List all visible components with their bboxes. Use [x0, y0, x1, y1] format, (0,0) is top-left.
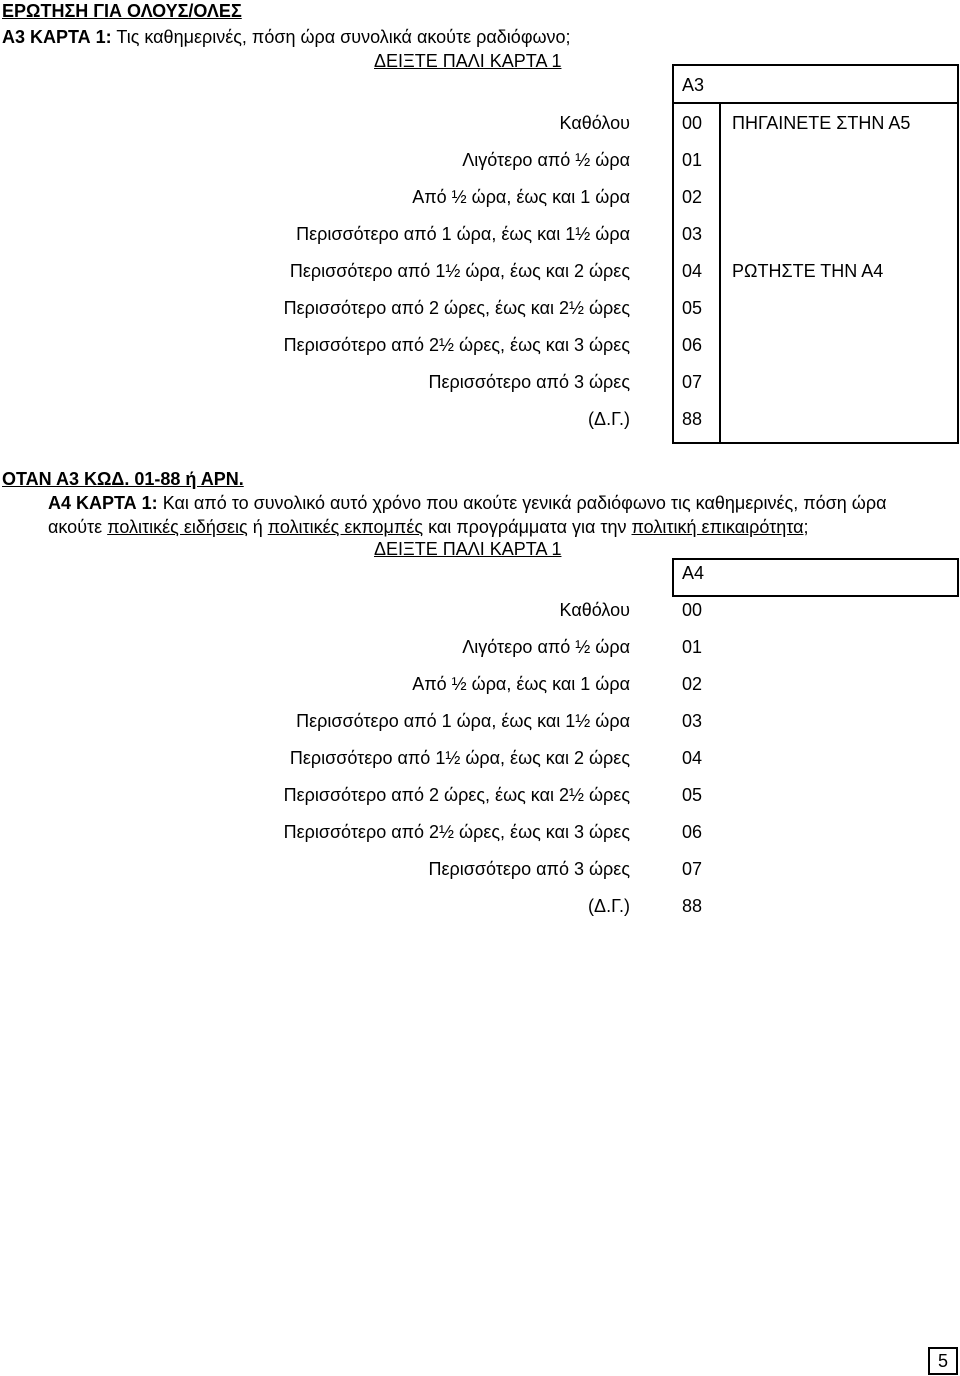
a3-option-code[interactable]: 02 — [682, 187, 703, 207]
section-title: ΕΡΩΤΗΣΗ ΓΙΑ ΟΛΟΥΣ/ΟΛΕΣ — [2, 1, 242, 21]
answer-box-a3-label: Α3 — [682, 75, 705, 95]
a3-option-code[interactable]: 88 — [682, 409, 703, 429]
a4-option-code[interactable]: 03 — [682, 711, 703, 731]
a3-option-code[interactable]: 05 — [682, 298, 703, 318]
question-a3 — [2, 26, 571, 48]
a4-option-code[interactable]: 00 — [682, 600, 703, 620]
answer-box-a4 — [672, 558, 959, 597]
a3-route-instruction: ΠΗΓΑΙΝΕΤΕ ΣΤΗΝ Α5 — [732, 113, 911, 133]
a3-option-label: Καθόλου — [559, 113, 630, 133]
a3-option-label: Περισσότερο από 2½ ώρες, έως και 3 ώρες — [283, 335, 630, 355]
answer-box-a4-label: Α4 — [682, 563, 705, 583]
a3-option-label: Περισσότερο από 1 ώρα, έως και 1½ ώρα — [296, 224, 630, 244]
question-a4-lead: Α4 ΚΑΡΤΑ 1: — [48, 493, 158, 513]
question-a4-text-part: ; — [803, 517, 809, 537]
a3-option-code[interactable]: 07 — [682, 372, 703, 392]
question-a3-lead: Α3 ΚΑΡΤΑ 1: — [2, 27, 112, 47]
a4-option-label: Περισσότερο από 1 ώρα, έως και 1½ ώρα — [296, 711, 630, 731]
answer-box-a3-divider — [719, 104, 721, 444]
question-a4-text: Και από το συνολικό αυτό χρόνο που ακούτε γενικά ραδιόφωνο τις καθημερινές, πόση ώρα — [157, 493, 887, 513]
a3-option-code[interactable]: 04 — [682, 261, 703, 281]
a3-option-label: Περισσότερο από 3 ώρες — [428, 372, 630, 392]
a4-option-label: Περισσότερο από 2½ ώρες, έως και 3 ώρες — [283, 822, 630, 842]
a3-option-code[interactable]: 01 — [682, 150, 703, 170]
a4-option-code[interactable]: 06 — [682, 822, 703, 842]
question-a4-emphasis: πολιτικές ειδήσεις — [107, 517, 248, 537]
show-card-instruction-a4: ΔΕΙΞΤΕ ΠΑΛΙ ΚΑΡΤΑ 1 — [374, 539, 562, 559]
a3-option-code[interactable]: 03 — [682, 224, 703, 244]
a3-option-code[interactable]: 00 — [682, 113, 703, 133]
a4-option-label: (Δ.Γ.) — [588, 896, 630, 916]
question-a4-text-part: ακούτε — [48, 517, 108, 537]
a4-option-code[interactable]: 04 — [682, 748, 703, 768]
a4-option-code[interactable]: 88 — [682, 896, 703, 916]
a4-option-label: Λιγότερο από ½ ώρα — [462, 637, 630, 657]
a4-option-code[interactable]: 05 — [682, 785, 703, 805]
show-card-instruction-a3: ΔΕΙΞΤΕ ΠΑΛΙ ΚΑΡΤΑ 1 — [374, 51, 562, 71]
question-a4-line1 — [48, 492, 886, 514]
a3-option-label: (Δ.Γ.) — [588, 409, 630, 429]
a3-option-label: Περισσότερο από 1½ ώρα, έως και 2 ώρες — [289, 261, 630, 281]
a4-option-code[interactable]: 01 — [682, 637, 703, 657]
question-a4-emphasis: πολιτική επικαιρότητα — [631, 517, 804, 537]
question-a3-text: Τις καθημερινές, πόση ώρα συνολικά ακούτε ραδιόφωνο; — [111, 27, 571, 47]
question-a4-text-part: και προγράμματα για την — [423, 517, 632, 537]
page-number: 5 — [928, 1347, 958, 1375]
a4-option-label: Περισσότερο από 1½ ώρα, έως και 2 ώρες — [289, 748, 630, 768]
a3-option-label: Από ½ ώρα, έως και 1 ώρα — [412, 187, 630, 207]
question-a4-emphasis: πολιτικές εκπομπές — [267, 517, 424, 537]
filter-instruction: ΟΤΑΝ Α3 ΚΩΔ. 01-88 ή ΑΡΝ. — [2, 469, 244, 489]
a4-option-label: Καθόλου — [559, 600, 630, 620]
question-a4-line2 — [48, 516, 809, 538]
a3-option-label: Περισσότερο από 2 ώρες, έως και 2½ ώρες — [283, 298, 630, 318]
a3-option-label: Λιγότερο από ½ ώρα — [462, 150, 630, 170]
a4-option-code[interactable]: 02 — [682, 674, 703, 694]
a3-route-instruction: ΡΩΤΗΣΤΕ ΤΗΝ Α4 — [732, 261, 884, 281]
question-a4-text-part: ή — [247, 517, 268, 537]
a4-option-label: Από ½ ώρα, έως και 1 ώρα — [412, 674, 630, 694]
a4-option-label: Περισσότερο από 2 ώρες, έως και 2½ ώρες — [283, 785, 630, 805]
a4-option-label: Περισσότερο από 3 ώρες — [428, 859, 630, 879]
answer-box-a3-header — [674, 66, 957, 104]
a4-option-code[interactable]: 07 — [682, 859, 703, 879]
a3-option-code[interactable]: 06 — [682, 335, 703, 355]
